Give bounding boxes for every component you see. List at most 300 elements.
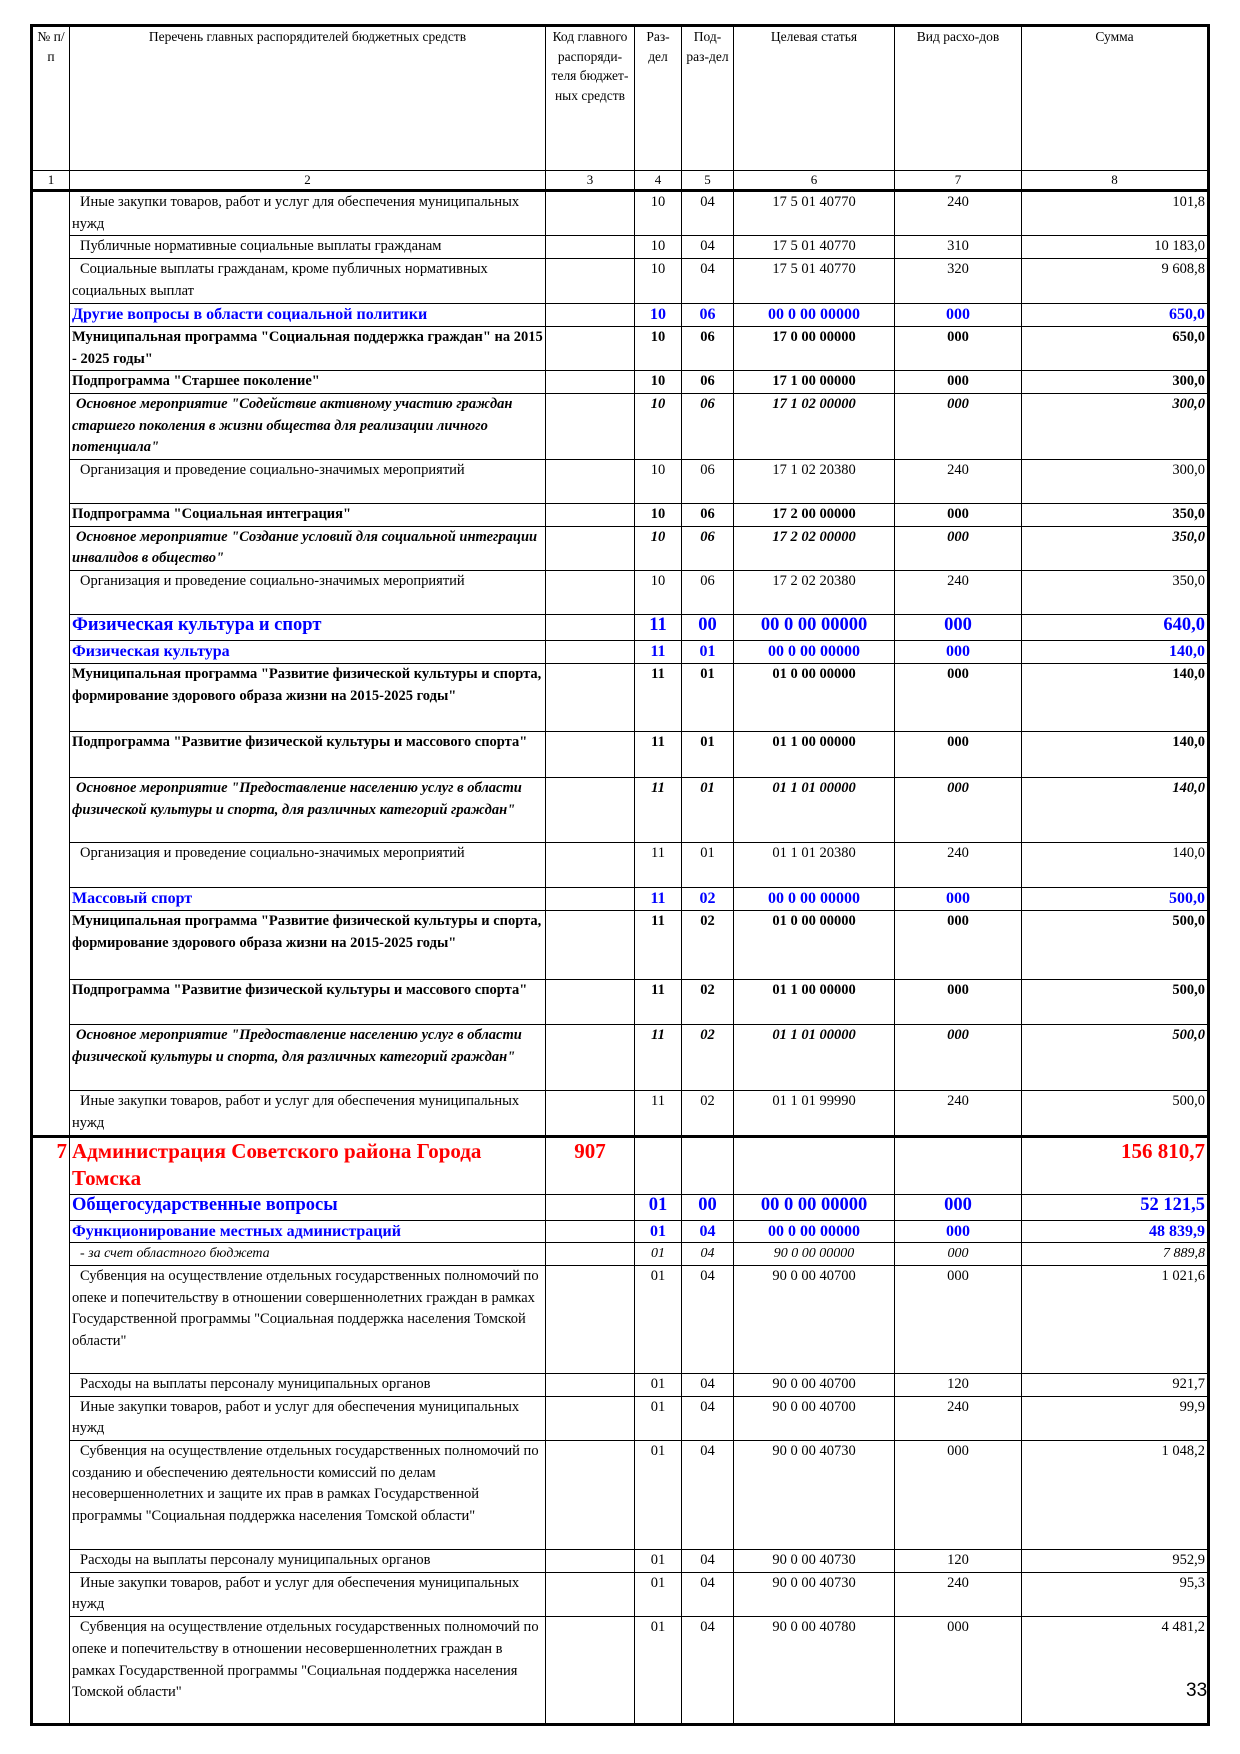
budget-table [30,24,1210,1726]
row-sum: 500,0 [1022,888,1209,911]
column-number: 8 [1022,171,1209,191]
table-body [32,191,1209,1725]
row-number [32,732,70,778]
table-row [32,615,1209,641]
row-subsection: 04 [682,1550,734,1573]
row-sum: 52 121,5 [1022,1194,1209,1220]
row-target-article: 01 1 01 20380 [734,843,895,888]
row-subsection: 04 [682,1243,734,1266]
row-code [546,732,635,778]
row-name: Другие вопросы в области социальной политики [70,304,546,327]
row-expense-type: 000 [895,304,1022,327]
row-code [546,911,635,980]
row-sum: 952,9 [1022,1550,1209,1573]
column-number-row [32,171,1209,191]
row-code [546,1550,635,1573]
row-code [546,1572,635,1616]
row-subsection: 04 [682,259,734,304]
row-subsection: 04 [682,1220,734,1243]
row-name: Расходы на выплаты персоналу муниципальных органов [70,1373,546,1396]
row-sum: 640,0 [1022,615,1209,641]
row-name: Муниципальная программа "Социальная поддержка граждан" на 2015 - 2025 годы" [70,326,546,370]
row-number [32,191,70,236]
row-subsection: 04 [682,1265,734,1373]
row-name: Иные закупки товаров, работ и услуг для обеспечения муниципальных нужд [70,1396,546,1440]
row-expense-type: 240 [895,191,1022,236]
row-target-article: 17 0 00 00000 [734,326,895,370]
row-section: 01 [635,1373,682,1396]
table-row [32,980,1209,1025]
row-code [546,504,635,527]
row-name: Основное мероприятие "Предоставление населению услуг в области физической культуры и спорта, для различных категорий граждан" [70,1025,546,1091]
row-sum: 300,0 [1022,460,1209,504]
row-code: 907 [546,1136,635,1194]
row-expense-type: 240 [895,571,1022,615]
row-target-article: 00 0 00 00000 [734,888,895,911]
table-row [32,571,1209,615]
row-code [546,1617,635,1725]
row-sum: 140,0 [1022,641,1209,664]
row-sum: 9 608,8 [1022,259,1209,304]
row-sum: 99,9 [1022,1396,1209,1440]
row-target-article: 01 1 01 99990 [734,1091,895,1136]
row-code [546,980,635,1025]
row-section: 10 [635,526,682,570]
row-number [32,1194,70,1220]
row-expense-type: 000 [895,1265,1022,1373]
row-name: Иные закупки товаров, работ и услуг для обеспечения муниципальных нужд [70,1572,546,1616]
row-code [546,191,635,236]
header-target-article: Целевая статья [734,26,895,171]
column-number: 4 [635,171,682,191]
row-code [546,304,635,327]
row-target-article: 01 0 00 00000 [734,664,895,732]
row-code [546,615,635,641]
row-section: 01 [635,1243,682,1266]
row-code [546,371,635,394]
row-number [32,1572,70,1616]
row-subsection: 06 [682,326,734,370]
row-target-article: 00 0 00 00000 [734,1194,895,1220]
table-row [32,393,1209,459]
table-row [32,259,1209,304]
table-row [32,326,1209,370]
row-name: Общегосударственные вопросы [70,1194,546,1220]
row-subsection: 00 [682,1194,734,1220]
row-name: Публичные нормативные социальные выплаты гражданам [70,236,546,259]
row-sum: 500,0 [1022,980,1209,1025]
row-code [546,1243,635,1266]
table-row [32,843,1209,888]
row-subsection: 06 [682,371,734,394]
table-row [32,1396,1209,1440]
row-number [32,1265,70,1373]
row-number [32,236,70,259]
row-subsection: 04 [682,236,734,259]
row-target-article [734,1136,895,1194]
row-expense-type: 120 [895,1550,1022,1573]
row-name: Субвенция на осуществление отдельных государственных полномочий по опеке и попечительству в отношении совершеннолетних граждан в рамках Государственной программы "Социальная поддержка населения Томской области" [70,1265,546,1373]
row-section: 10 [635,571,682,615]
row-name: Основное мероприятие "Создание условий для социальной интеграции инвалидов в общество" [70,526,546,570]
row-section: 10 [635,504,682,527]
row-sum: 500,0 [1022,1091,1209,1136]
row-subsection: 02 [682,1025,734,1091]
row-sum: 140,0 [1022,778,1209,843]
column-number: 6 [734,171,895,191]
row-subsection: 00 [682,615,734,641]
row-section: 10 [635,326,682,370]
row-name: Организация и проведение социально-значимых мероприятий [70,843,546,888]
table-row [32,664,1209,732]
row-target-article: 01 1 00 00000 [734,980,895,1025]
table-row [32,526,1209,570]
row-name: Массовый спорт [70,888,546,911]
row-sum: 1 021,6 [1022,1265,1209,1373]
row-code [546,393,635,459]
page-number: 33 [1186,1680,1208,1701]
row-subsection: 01 [682,843,734,888]
row-section [635,1136,682,1194]
row-subsection: 01 [682,664,734,732]
row-target-article: 90 0 00 40700 [734,1265,895,1373]
row-sum: 48 839,9 [1022,1220,1209,1243]
table-row [32,641,1209,664]
row-expense-type: 000 [895,1617,1022,1725]
row-number [32,1091,70,1136]
row-section: 11 [635,980,682,1025]
table-row [32,1136,1209,1194]
row-section: 10 [635,236,682,259]
header-section: Раз-дел [635,26,682,171]
row-subsection: 06 [682,526,734,570]
row-expense-type: 000 [895,1220,1022,1243]
row-sum: 1 048,2 [1022,1441,1209,1550]
row-expense-type: 000 [895,641,1022,664]
row-section: 10 [635,393,682,459]
table-row [32,1373,1209,1396]
row-subsection: 04 [682,191,734,236]
row-target-article: 01 1 01 00000 [734,1025,895,1091]
row-section: 01 [635,1550,682,1573]
row-section: 10 [635,304,682,327]
row-sum: 10 183,0 [1022,236,1209,259]
table-row [32,1220,1209,1243]
table-row [32,1194,1209,1220]
row-section: 01 [635,1396,682,1440]
row-sum: 300,0 [1022,371,1209,394]
row-name: Функционирование местных администраций [70,1220,546,1243]
row-target-article: 90 0 00 40700 [734,1396,895,1440]
row-name: Иные закупки товаров, работ и услуг для обеспечения муниципальных нужд [70,1091,546,1136]
row-expense-type: 000 [895,732,1022,778]
row-number [32,1550,70,1573]
row-target-article: 01 0 00 00000 [734,911,895,980]
row-code [546,843,635,888]
row-section: 11 [635,1091,682,1136]
row-section: 11 [635,1025,682,1091]
row-expense-type: 320 [895,259,1022,304]
row-code [546,460,635,504]
row-code [546,888,635,911]
row-sum: 95,3 [1022,1572,1209,1616]
row-subsection: 04 [682,1617,734,1725]
column-number: 7 [895,171,1022,191]
header-code: Код главного распоряди-теля бюджет-ных средств [546,26,635,171]
row-number [32,504,70,527]
row-code [546,326,635,370]
row-expense-type: 240 [895,843,1022,888]
row-number [32,371,70,394]
row-sum: 921,7 [1022,1373,1209,1396]
row-number [32,393,70,459]
table-row [32,371,1209,394]
row-code [546,1194,635,1220]
row-sum: 140,0 [1022,843,1209,888]
row-expense-type: 000 [895,371,1022,394]
row-target-article: 90 0 00 40780 [734,1617,895,1725]
row-expense-type: 000 [895,526,1022,570]
table-row [32,911,1209,980]
row-target-article: 17 1 02 00000 [734,393,895,459]
row-number [32,1220,70,1243]
row-sum: 650,0 [1022,326,1209,370]
row-target-article: 17 2 00 00000 [734,504,895,527]
row-number [32,326,70,370]
row-name: Подпрограмма "Социальная интеграция" [70,504,546,527]
row-name: Муниципальная программа "Развитие физической культуры и спорта, формирование здорового образа жизни на 2015-2025 годы" [70,664,546,732]
row-number [32,1243,70,1266]
row-section: 01 [635,1220,682,1243]
row-code [546,664,635,732]
row-target-article: 00 0 00 00000 [734,1220,895,1243]
row-number [32,1373,70,1396]
row-expense-type: 000 [895,778,1022,843]
column-number: 3 [546,171,635,191]
row-expense-type: 000 [895,615,1022,641]
row-section: 10 [635,371,682,394]
row-number [32,615,70,641]
row-expense-type: 120 [895,1373,1022,1396]
row-number [32,526,70,570]
row-expense-type: 000 [895,1243,1022,1266]
row-section: 01 [635,1194,682,1220]
row-subsection: 02 [682,980,734,1025]
row-subsection: 01 [682,732,734,778]
row-code [546,641,635,664]
row-code [546,236,635,259]
row-target-article: 17 1 00 00000 [734,371,895,394]
row-target-article: 17 5 01 40770 [734,191,895,236]
row-target-article: 17 2 02 20380 [734,571,895,615]
row-expense-type: 000 [895,1441,1022,1550]
row-number [32,980,70,1025]
row-expense-type: 000 [895,664,1022,732]
table-row [32,1025,1209,1091]
row-target-article: 17 5 01 40770 [734,259,895,304]
row-code [546,1373,635,1396]
row-target-article: 17 1 02 20380 [734,460,895,504]
row-number [32,641,70,664]
row-sum: 500,0 [1022,1025,1209,1091]
row-number [32,259,70,304]
row-section: 10 [635,460,682,504]
row-code [546,1025,635,1091]
row-expense-type: 000 [895,393,1022,459]
row-name: Администрация Советского района Города Томска [70,1136,546,1194]
table-row [32,1091,1209,1136]
table-row [32,732,1209,778]
row-code [546,259,635,304]
row-sum: 350,0 [1022,526,1209,570]
row-name: Подпрограмма "Старшее поколение" [70,371,546,394]
table-row [32,1617,1209,1725]
row-number [32,1396,70,1440]
row-section: 11 [635,911,682,980]
row-name: Подпрограмма "Развитие физической культуры и массового спорта" [70,980,546,1025]
table-row [32,1441,1209,1550]
row-expense-type: 000 [895,888,1022,911]
header-row [32,26,1209,171]
row-target-article: 90 0 00 40730 [734,1572,895,1616]
table-row [32,460,1209,504]
row-expense-type: 310 [895,236,1022,259]
header-name: Перечень главных распорядителей бюджетных средств [70,26,546,171]
row-name: Субвенция на осуществление отдельных государственных полномочий по опеке и попечительству в отношении несовершеннолетних граждан в рамках Государственной программы "Социальная поддержка населения Томской области" [70,1617,546,1725]
row-number [32,664,70,732]
row-subsection: 04 [682,1441,734,1550]
row-name: Иные закупки товаров, работ и услуг для обеспечения муниципальных нужд [70,191,546,236]
row-name: Социальные выплаты гражданам, кроме публичных нормативных социальных выплат [70,259,546,304]
row-expense-type: 000 [895,326,1022,370]
row-target-article: 90 0 00 00000 [734,1243,895,1266]
row-expense-type: 000 [895,1025,1022,1091]
row-subsection: 02 [682,1091,734,1136]
row-code [546,526,635,570]
row-number [32,1441,70,1550]
row-expense-type [895,1136,1022,1194]
row-number [32,1025,70,1091]
table-row [32,1550,1209,1573]
table-row [32,236,1209,259]
row-target-article: 17 2 02 00000 [734,526,895,570]
row-number [32,1617,70,1725]
row-target-article: 00 0 00 00000 [734,304,895,327]
table-row [32,1572,1209,1616]
header-number: № п/п [32,26,70,171]
row-subsection: 01 [682,778,734,843]
row-section: 01 [635,1617,682,1725]
table-row [32,304,1209,327]
row-sum: 7 889,8 [1022,1243,1209,1266]
row-target-article: 90 0 00 40730 [734,1441,895,1550]
row-subsection: 02 [682,911,734,980]
row-section: 11 [635,641,682,664]
row-expense-type: 000 [895,1194,1022,1220]
row-subsection: 06 [682,504,734,527]
row-expense-type: 240 [895,460,1022,504]
row-subsection: 06 [682,304,734,327]
row-subsection: 04 [682,1373,734,1396]
row-section: 01 [635,1265,682,1373]
header-expense-type: Вид расхо-дов [895,26,1022,171]
table-row [32,1243,1209,1266]
row-code [546,1441,635,1550]
row-subsection: 04 [682,1572,734,1616]
row-number [32,778,70,843]
row-code [546,1091,635,1136]
row-subsection: 02 [682,888,734,911]
row-name: Расходы на выплаты персоналу муниципальных органов [70,1550,546,1573]
table-row [32,504,1209,527]
row-sum: 140,0 [1022,732,1209,778]
row-target-article: 00 0 00 00000 [734,615,895,641]
row-name: Организация и проведение социально-значимых мероприятий [70,460,546,504]
row-sum: 140,0 [1022,664,1209,732]
row-number [32,571,70,615]
row-subsection: 06 [682,393,734,459]
row-code [546,778,635,843]
row-section: 11 [635,664,682,732]
row-number [32,460,70,504]
row-name: Основное мероприятие "Предоставление населению услуг в области физической культуры и спорта, для различных категорий граждан" [70,778,546,843]
table-row [32,778,1209,843]
row-section: 10 [635,191,682,236]
table-row [32,191,1209,236]
row-number [32,888,70,911]
row-sum: 350,0 [1022,571,1209,615]
row-name: Организация и проведение социально-значимых мероприятий [70,571,546,615]
row-target-article: 01 1 01 00000 [734,778,895,843]
row-expense-type: 000 [895,911,1022,980]
row-code [546,1265,635,1373]
row-target-article: 90 0 00 40700 [734,1373,895,1396]
table-row [32,1265,1209,1373]
row-subsection: 04 [682,1396,734,1440]
row-code [546,1396,635,1440]
row-code [546,571,635,615]
row-section: 01 [635,1572,682,1616]
row-expense-type: 000 [895,980,1022,1025]
row-section: 11 [635,732,682,778]
column-number: 1 [32,171,70,191]
row-sum: 156 810,7 [1022,1136,1209,1194]
row-sum: 4 481,2 [1022,1617,1209,1725]
row-name: Основное мероприятие "Содействие активному участию граждан старшего поколения в жизни общества для реализации личного потенциала" [70,393,546,459]
row-code [546,1220,635,1243]
row-sum: 650,0 [1022,304,1209,327]
row-name: Муниципальная программа "Развитие физической культуры и спорта, формирование здорового образа жизни на 2015-2025 годы" [70,911,546,980]
row-subsection: 06 [682,460,734,504]
row-number [32,911,70,980]
table-row [32,888,1209,911]
row-section: 11 [635,843,682,888]
row-subsection: 01 [682,641,734,664]
header-subsection: Под-раз-дел [682,26,734,171]
row-subsection: 06 [682,571,734,615]
row-sum: 101,8 [1022,191,1209,236]
column-number: 5 [682,171,734,191]
header-sum: Сумма [1022,26,1209,171]
row-target-article: 90 0 00 40730 [734,1550,895,1573]
row-name: Субвенция на осуществление отдельных государственных полномочий по созданию и обеспечению деятельности комиссий по делам несовершеннолетних и защите их прав в рамках Государственной программы "Социальная поддержка населения Томской области" [70,1441,546,1550]
row-section: 11 [635,615,682,641]
row-section: 11 [635,778,682,843]
row-target-article: 01 1 00 00000 [734,732,895,778]
row-section: 10 [635,259,682,304]
row-target-article: 17 5 01 40770 [734,236,895,259]
row-name: Подпрограмма "Развитие физической культуры и массового спорта" [70,732,546,778]
